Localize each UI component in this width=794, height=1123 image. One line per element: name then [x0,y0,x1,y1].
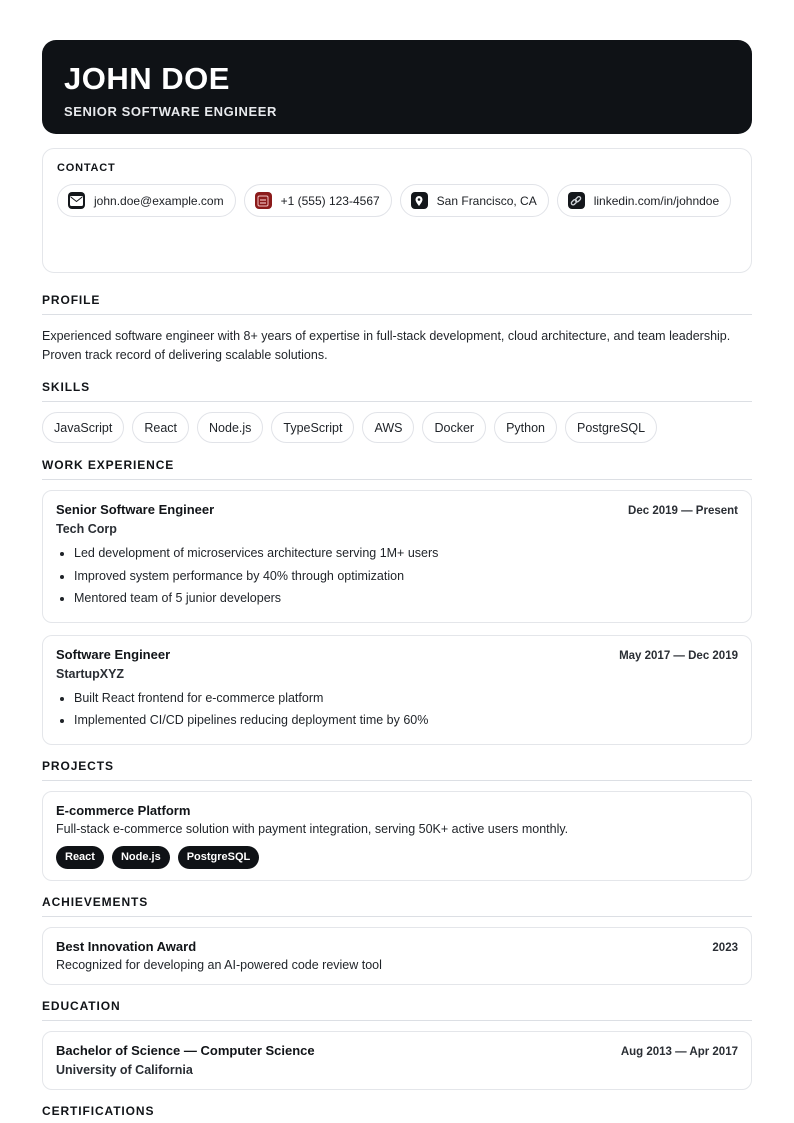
candidate-name: JOHN DOE [64,61,230,96]
job-bullet: • Built React frontend for e-commerce platform [74,687,738,710]
skills-section [42,380,752,443]
skill-tag: Docker [422,412,486,443]
job-bullet: • Mentored team of 5 junior developers [74,587,738,610]
job-card [42,490,752,623]
contact-linkedin-text: linkedin.com/in/johndoe [593,193,720,208]
phone-icon [255,192,272,209]
profile-summary: Experienced software engineer with 8+ years of expertise in full-stack development, cloud architecture, and team leadership. Proven track record of delivering scalable solutions. [42,329,731,362]
skill-tag: AWS [362,412,414,443]
job-date: May 2017 — Dec 2019 [619,649,738,662]
project-name: E-commerce Platform [56,802,191,818]
project-card [42,791,752,881]
work-experience-heading: WORK EXPERIENCE [42,458,752,480]
achievements-heading: ACHIEVEMENTS [42,895,752,917]
skill-tag: React [132,412,189,443]
skills-list [42,412,752,443]
work-experience-section [42,458,752,745]
contact-email-chip[interactable] [57,184,236,217]
education-section [42,999,752,1090]
skill-tag: PostgreSQL [565,412,657,443]
education-degree: Bachelor of Science — Computer Science [56,1042,315,1058]
contact-phone-text: +1 (555) 123-4567 [280,193,380,208]
profile-section [42,293,752,365]
project-tag: Node.js [112,846,170,869]
achievement-name: Best Innovation Award [56,938,197,954]
job-date: Dec 2019 — Present [628,505,738,517]
achievement-card [42,927,752,985]
contact-section [42,148,752,273]
resume-page [42,40,752,1123]
job-role: Software Engineer [56,646,171,662]
job-company: Tech Corp [56,522,117,536]
job-bullets [56,542,738,610]
achievement-description: Recognized for developing an AI-powered code review tool [56,957,382,972]
skill-tag: TypeScript [271,412,354,443]
contact-label: CONTACT [57,162,116,174]
contact-phone-chip[interactable] [244,184,392,217]
certifications-section [42,1104,752,1123]
contact-location-chip[interactable] [400,184,549,217]
skills-heading: SKILLS [42,380,752,402]
achievement-year: 2023 [712,941,738,954]
certifications-heading: CERTIFICATIONS [42,1103,155,1118]
project-tag: PostgreSQL [178,846,260,869]
candidate-title: SENIOR SOFTWARE ENGINEER [64,104,278,119]
job-bullets [56,687,738,732]
projects-heading: PROJECTS [42,759,752,781]
profile-heading: PROFILE [42,293,752,315]
education-card [42,1031,752,1090]
skill-tag: Node.js [197,412,263,443]
project-tag: React [56,846,104,869]
location-pin-icon [411,192,428,209]
contact-linkedin-chip[interactable] [557,184,731,217]
education-date: Aug 2013 — Apr 2017 [620,1045,738,1058]
resume-header [42,40,752,134]
achievements-section [42,895,752,985]
job-bullet: • Implemented CI/CD pipelines reducing deployment time by 60% [74,709,738,732]
contact-email-text: john.doe@example.com [94,193,224,208]
link-icon [568,192,585,209]
project-tags [56,846,738,869]
education-school: University of California [56,1062,193,1077]
job-role: Senior Software Engineer [56,502,215,517]
skill-tag: JavaScript [42,412,124,443]
job-company: StartupXYZ [56,666,125,681]
skill-tag: Python [494,412,557,443]
contact-chips [57,184,737,217]
job-bullet: • Led development of microservices architecture serving 1M+ users [74,542,738,565]
projects-section [42,759,752,881]
contact-location-text: San Francisco, CA [436,193,537,208]
project-description: Full-stack e-commerce solution with payment integration, serving 50K+ active users monthly. [56,821,569,836]
education-heading: EDUCATION [42,999,752,1021]
job-card [42,635,752,745]
job-bullet: • Improved system performance by 40% through optimization [74,565,738,588]
email-icon [68,192,85,209]
